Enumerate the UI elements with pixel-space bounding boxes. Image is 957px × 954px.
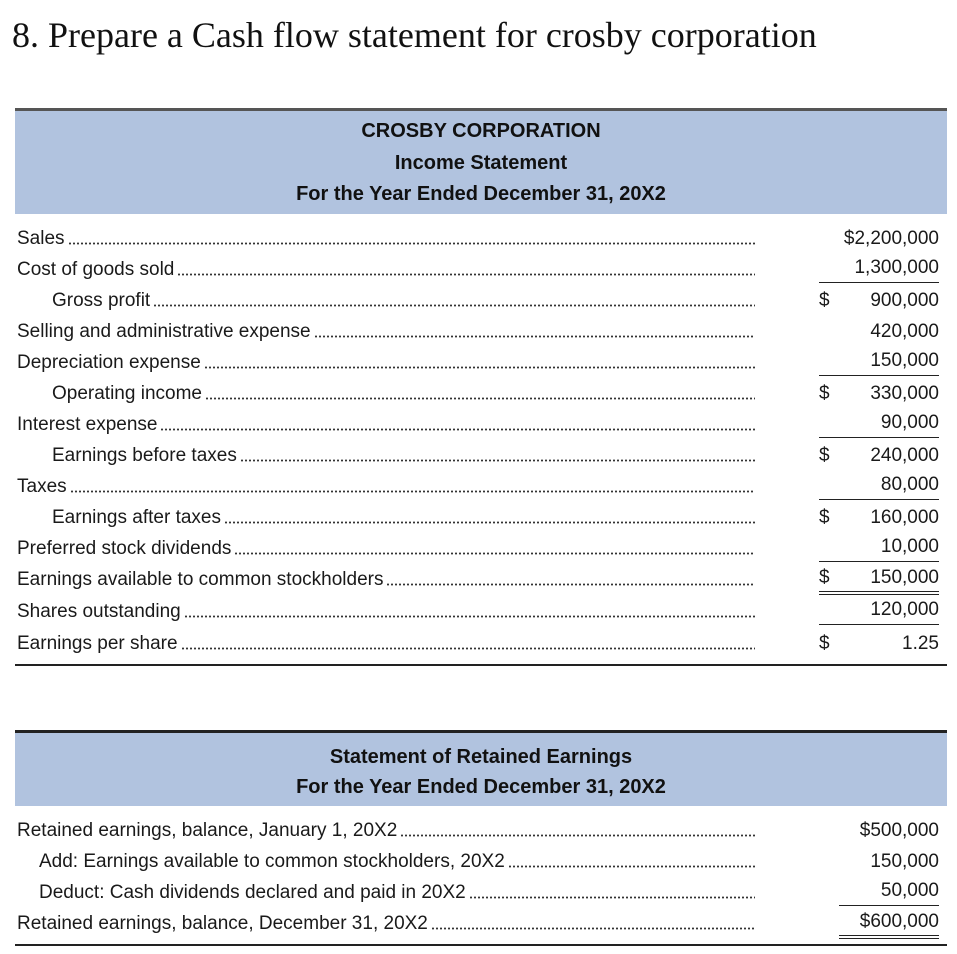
row-amount: $ 160,000 bbox=[819, 506, 939, 528]
re-row-deduct-dividends bbox=[17, 877, 949, 908]
leader-dots bbox=[469, 896, 755, 899]
income-row-sga bbox=[17, 316, 949, 347]
income-statement-period: For the Year Ended December 31, 20X2 bbox=[296, 183, 666, 205]
row-label: Add: Earnings available to common stockholders, 20X2 bbox=[39, 850, 505, 872]
row-label: Retained earnings, balance, December 31, 20X2 bbox=[17, 912, 428, 934]
row-amount: 1,300,000 bbox=[819, 254, 939, 283]
retained-earnings-header bbox=[15, 730, 947, 806]
row-amount: 10,000 bbox=[819, 533, 939, 562]
row-label: Earnings before taxes bbox=[52, 444, 237, 466]
row-amount: 150,000 bbox=[819, 347, 939, 376]
leader-dots bbox=[205, 397, 755, 400]
row-label: Gross profit bbox=[52, 289, 151, 311]
leader-dots bbox=[160, 428, 755, 431]
leader-dots bbox=[184, 615, 755, 618]
row-amount: $ 330,000 bbox=[819, 382, 939, 404]
row-label: Selling and administrative expense bbox=[17, 320, 311, 342]
income-statement-header bbox=[15, 108, 947, 214]
income-row-taxes bbox=[17, 471, 949, 502]
re-row-add-earnings bbox=[17, 846, 949, 877]
row-label: Operating income bbox=[52, 382, 202, 404]
leader-dots bbox=[431, 927, 755, 930]
row-label: Preferred stock dividends bbox=[17, 537, 232, 559]
row-amount: $ 1.25 bbox=[819, 632, 939, 654]
row-amount: $500,000 bbox=[859, 819, 939, 841]
income-row-eps bbox=[17, 628, 949, 659]
income-row-shares-outstanding bbox=[17, 596, 949, 627]
row-amount: 420,000 bbox=[870, 320, 939, 342]
income-row-interest bbox=[17, 409, 949, 440]
row-label: Cost of goods sold bbox=[17, 258, 175, 280]
income-row-gross-profit bbox=[17, 285, 949, 316]
re-row-beginning-balance bbox=[17, 815, 949, 846]
income-row-operating-income bbox=[17, 378, 949, 409]
row-amount: $ 900,000 bbox=[819, 289, 939, 311]
row-label: Earnings per share bbox=[17, 632, 178, 654]
company-name: CROSBY CORPORATION bbox=[361, 120, 601, 142]
row-label: Interest expense bbox=[17, 413, 158, 435]
row-label: Shares outstanding bbox=[17, 600, 181, 622]
income-row-depreciation bbox=[17, 347, 949, 378]
row-label: Earnings available to common stockholders bbox=[17, 568, 384, 590]
question-title: 8. Prepare a Cash flow statement for crosby corporation bbox=[12, 15, 817, 55]
leader-dots bbox=[70, 490, 755, 493]
income-row-cogs bbox=[17, 254, 949, 285]
row-label: Retained earnings, balance, January 1, 20X2 bbox=[17, 819, 398, 841]
row-label: Depreciation expense bbox=[17, 351, 201, 373]
row-label: Sales bbox=[17, 227, 65, 249]
leader-dots bbox=[508, 865, 755, 868]
leader-dots bbox=[153, 304, 755, 307]
leader-dots bbox=[224, 521, 755, 524]
row-label: Taxes bbox=[17, 475, 67, 497]
leader-dots bbox=[204, 366, 755, 369]
leader-dots bbox=[181, 647, 755, 650]
leader-dots bbox=[68, 242, 755, 245]
row-label: Earnings after taxes bbox=[52, 506, 221, 528]
income-statement-bottom-rule bbox=[15, 664, 947, 666]
income-row-ebt bbox=[17, 440, 949, 471]
leader-dots bbox=[177, 273, 755, 276]
row-amount: $ 150,000 bbox=[819, 564, 939, 595]
retained-earnings-bottom-rule bbox=[15, 944, 947, 946]
income-row-eat bbox=[17, 502, 949, 533]
row-amount: 80,000 bbox=[819, 471, 939, 500]
leader-dots bbox=[234, 552, 755, 555]
row-amount: $ 240,000 bbox=[819, 444, 939, 466]
income-row-preferred-dividends bbox=[17, 533, 949, 564]
leader-dots bbox=[240, 459, 755, 462]
row-amount: 50,000 bbox=[839, 877, 939, 906]
re-row-ending-balance bbox=[17, 908, 949, 939]
row-amount: $600,000 bbox=[839, 908, 939, 939]
leader-dots bbox=[314, 335, 755, 338]
row-amount: $2,200,000 bbox=[843, 227, 939, 249]
income-statement-title: Income Statement bbox=[394, 152, 568, 174]
leader-dots bbox=[386, 583, 755, 586]
income-row-earnings-common bbox=[17, 564, 949, 595]
row-amount: 150,000 bbox=[870, 850, 939, 872]
row-amount: 120,000 bbox=[819, 596, 939, 625]
retained-earnings-title: Statement of Retained Earnings bbox=[329, 746, 633, 768]
income-row-sales bbox=[17, 223, 949, 254]
leader-dots bbox=[400, 834, 755, 837]
row-amount: 90,000 bbox=[819, 409, 939, 438]
retained-earnings-period: For the Year Ended December 31, 20X2 bbox=[296, 776, 666, 798]
row-label: Deduct: Cash dividends declared and paid in 20X2 bbox=[39, 881, 466, 903]
